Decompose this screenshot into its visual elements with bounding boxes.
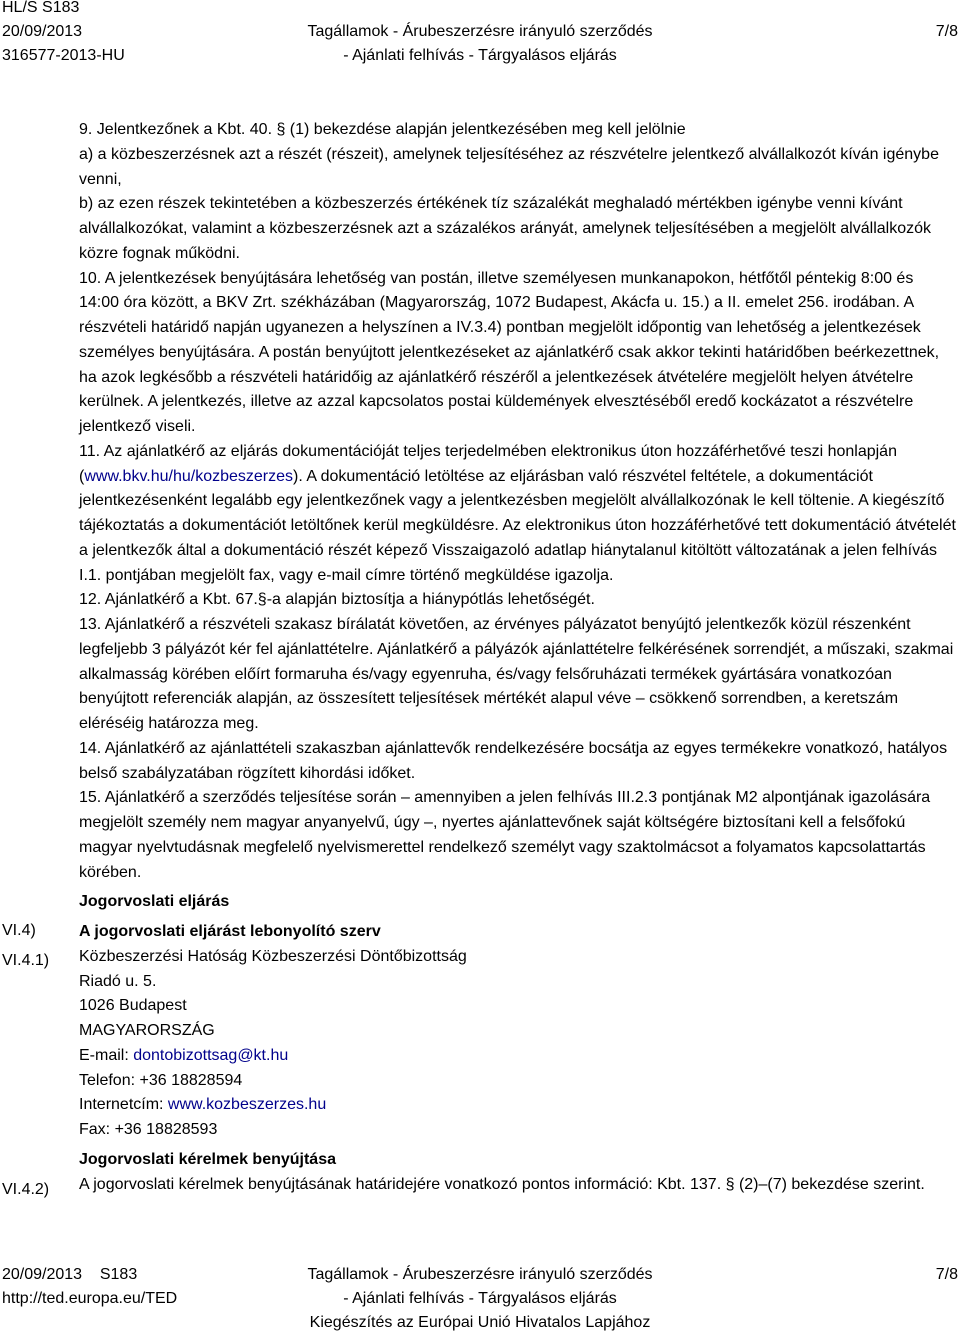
- section-number-vi4: VI.4): [2, 922, 36, 939]
- web-label: Internetcím:: [79, 1096, 168, 1114]
- paragraph-15: 15. Ajánlatkérő a szerződés teljesítése során – amennyiben a jelen felhívás III.2.3 pontjának M2 alpontjának igazolására megjelölt személy nem magyar anyanyelvű, úgy –, nyertes ajánlattevőnek saját költségére biztosítani kell a felsőfokú magyar nyelvtudásnak megfelelő nyelvismerettel rendelkező személyt vagy szaktolmácsot a folyamatos kapcsolattartás körében.: [79, 789, 931, 881]
- section-title-vi4: Jogorvoslati eljárás: [79, 893, 230, 911]
- section-number-vi42: VI.4.2): [2, 1181, 50, 1198]
- paragraph-9a: a) a közbeszerzésnek azt a részét (részeit), amelynek teljesítéséhez az részvételre jelentkező alvállalkozót kíván igénybe venni,: [79, 145, 939, 188]
- review-body-fax: Fax: +36 18828593: [79, 1121, 218, 1138]
- footer-subtitle: - Ajánlati felhívás - Tárgyalásos eljárás: [343, 1290, 617, 1307]
- paragraph-11-start: 11. Az ajánlatkérő az eljárás dokumentációját teljes terjedelmében elektronikus úton hozzáférhetővé teszi honlapján (: [79, 442, 897, 485]
- section-title-vi42: Jogorvoslati kérelmek benyújtása: [79, 1150, 336, 1168]
- paragraph-12: 12. Ajánlatkérő a Kbt. 67.§-a alapján biztosítja a hiánypótlás lehetőségét.: [79, 591, 595, 609]
- paragraph-11-rest: ). A dokumentáció letöltése az eljárásban való részvétel feltétele, a dokumentációt jelentkezésenként legalább egy jelentkezőnek vagy a jelentkezésben megjelölt alvállalkozónak le kell töltenie. A kiegészítő tájékoztatás a dokumentációt letöltőnek kerül megküldésre. Az elektronikus úton hozzáférhetővé tett dokumentáció átvételét a jelentkezők által a dokumentáció részét képező Visszaigazoló adatlap hiánytalanul kitöltött változatának a jelen felhívás I.1. pontjában megjelölt fax, vagy e-mail címre történő megküldése igazolja.: [79, 467, 956, 584]
- header-doc-id: HL/S S183: [2, 0, 80, 16]
- header-date: 20/09/2013: [2, 23, 83, 40]
- paragraph-13: 13. Ajánlatkérő a részvételi szakasz bírálatát követően, az érvényes pályázatot benyújtó jelentkezők közül részenként legfeljebb 3 pályázót kér fel ajánlattételre. Ajánlatkérő a pályázók ajánlattételre felkérésének sorrendjét, a műszaki, szakmai alkalmasság körében előírt formaruha és/vagy egyenruha, és/vagy felsőruházati termékek gyártására vonatkozóan benyújtott referenciák alapján, az összesített teljesítések mértékét alapul véve – csökkenő sorrendben, a keretszám eléréséig határozza meg.: [79, 616, 954, 732]
- review-body-email: [79, 1044, 957, 1069]
- bkv-procurement-link[interactable]: www.bkv.hu/hu/kozbeszerzes: [84, 467, 294, 485]
- review-body-name: Közbeszerzési Hatóság Közbeszerzési Döntőbizottság: [79, 947, 467, 965]
- header-subtitle: - Ajánlati felhívás - Tárgyalásos eljárás: [343, 47, 617, 64]
- main-content: [79, 118, 957, 1197]
- review-body-street: Riadó u. 5.: [79, 972, 157, 990]
- paragraph-14: 14. Ajánlatkérő az ajánlattételi szakaszban ajánlattevők rendelkezésére bocsátja az egyes termékekre vonatkozó, hatályos belső szabályzatában rögzített kihordási időket.: [79, 739, 948, 782]
- footer-page-number: 7/8: [935, 1266, 958, 1283]
- paragraph-11: [79, 440, 957, 589]
- email-label: E-mail:: [79, 1046, 134, 1064]
- footer-url: http://ted.europa.eu/TED: [2, 1290, 178, 1307]
- header-notice-number: 316577-2013-HU: [2, 47, 125, 64]
- paragraph-10: 10. A jelentkezések benyújtására lehetőség van postán, illetve személyesen munkanapokon, hétfőtől péntekig 8:00 és 14:00 óra között, a BKV Zrt. székházában (Magyarország, 1072 Budapest, Akácfa u. 15.) a II. emelet 256. irodában. A részvételi határidő napján ugyanezen a helyszínen a IV.3.4) pontban megjelölt időpontig van lehetőség a jelentkezések személyes benyújtására. A postán benyújtott jelentkezéseket az ajánlatkérő csak akkor tekinti határidőben beérkezettnek, ha azok legkésőbb a részvételi határidőig az ajánlatkérő részéről a jelentkezések átvételére megjelölt helyen átvételre kerülnek. A jelentkezés, illetve az azzal kapcsolatos postai küldemények elvesztéséből eredő kockázatot a részvételre jelentkező viseli.: [79, 269, 940, 435]
- page-footer: [0, 1262, 960, 1334]
- paragraph-9: 9. Jelentkezőnek a Kbt. 40. § (1) bekezdése alapján jelentkezésében meg kell jelölnie: [79, 121, 686, 138]
- paragraph-9b: b) az ezen részek tekintetében a közbeszerzés értékének tíz százalékát meghaladó mértékben igénybe venni kívánt alvállalkozókat, valamint a közbeszerzésnek azt a százalékos arányát, amelynek teljesítésében a megjelölt alvállalkozók közre fognak működni.: [79, 195, 931, 262]
- email-link[interactable]: dontobizottsag@kt.hu: [133, 1046, 289, 1064]
- section-number-vi41: VI.4.1): [2, 952, 50, 969]
- review-body-phone: Telefon: +36 18828594: [79, 1071, 243, 1089]
- page-header: [0, 0, 960, 75]
- header-page-number: 7/8: [935, 23, 958, 40]
- website-link[interactable]: www.kozbeszerzes.hu: [167, 1096, 327, 1114]
- review-deadline-text: A jogorvoslati kérelmek benyújtásának határidejére vonatkozó pontos információ: Kbt. 137. § (2)–(7) bekezdése szerint.: [79, 1175, 925, 1193]
- review-body-web: [79, 1093, 957, 1118]
- footer-title: Tagállamok - Árubeszerzésre irányuló szerződés: [307, 1266, 653, 1283]
- header-title: Tagállamok - Árubeszerzésre irányuló szerződés: [307, 23, 653, 40]
- footer-date-issue: 20/09/2013 S183: [2, 1266, 138, 1283]
- footer-supplement: Kiegészítés az Európai Unió Hivatalos Lapjához: [309, 1314, 651, 1331]
- review-body-city: 1026 Budapest: [79, 997, 187, 1015]
- review-body-country: MAGYARORSZÁG: [79, 1022, 215, 1039]
- section-title-vi41: A jogorvoslati eljárást lebonyolító szerv: [79, 923, 381, 940]
